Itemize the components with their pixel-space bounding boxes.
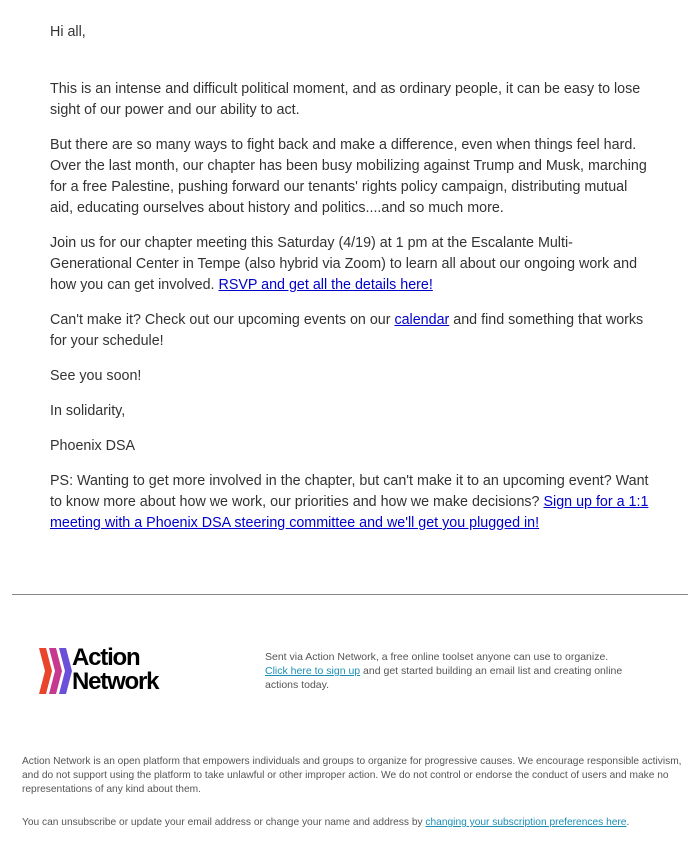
unsubscribe-notice bbox=[22, 816, 692, 830]
paragraph-meeting bbox=[50, 233, 650, 296]
paragraph-solidarity: In solidarity, bbox=[50, 403, 126, 419]
greeting: Hi all, bbox=[50, 24, 86, 40]
platform-disclaimer: Action Network is an open platform that empowers individuals and groups to organize for progressive causes. We encourage responsible activism, and do not support using the platform to take unlawful or other improper action. We do not control or endorse the conduct of users and make no representations of any kind about them. bbox=[22, 756, 682, 795]
paragraph-fight-back: But there are so many ways to fight back and make a difference, even when things feel hard. Over the last month, our chapter has been busy mobilizing against Trump and Musk, marching for a free Palestine, pushing forward our tenants' rights policy campaign, distributing mutual aid, educating ourselves about history and politics....and so much more. bbox=[50, 137, 647, 216]
rsvp-link[interactable]: RSVP and get all the details here! bbox=[218, 277, 433, 293]
sent-after-text: and get started building an email list and creating online actions today. bbox=[265, 665, 623, 691]
paragraph-calendar bbox=[50, 310, 650, 352]
calendar-text-before: Can't make it? Check out our upcoming events on our bbox=[50, 312, 395, 328]
sent-via-notice bbox=[265, 650, 635, 692]
ps-text: PS: Wanting to get more involved in the chapter, but can't make it to an upcoming event? Want to know more about how we work, our priorities and how we make decisions? bbox=[50, 473, 649, 510]
sent-text: Sent via Action Network, a free online toolset anyone can use to organize. bbox=[265, 651, 609, 663]
unsubscribe-text: You can unsubscribe or update your email address or change your name and address by bbox=[22, 817, 426, 828]
calendar-text-after: and find something that works for your schedule! bbox=[50, 312, 644, 349]
meeting-text: Join us for our chapter meeting this Saturday (4/19) at 1 pm at the Escalante Multi-Generational Center in Tempe (also hybrid via Zoom) to learn all about our ongoing work and how you can get involved. bbox=[50, 235, 638, 293]
logo-wordmark bbox=[72, 646, 158, 694]
signature: Phoenix DSA bbox=[50, 438, 136, 454]
unsubscribe-end: . bbox=[626, 817, 630, 828]
paragraph-see-you: See you soon! bbox=[50, 368, 142, 384]
footer-divider bbox=[12, 594, 688, 595]
email-body bbox=[50, 18, 650, 534]
chevron-logo-icon bbox=[38, 646, 74, 696]
signup-link[interactable]: Click here to sign up bbox=[265, 665, 361, 677]
calendar-link[interactable]: calendar bbox=[394, 312, 450, 328]
paragraph-ps bbox=[50, 471, 650, 534]
action-network-logo[interactable] bbox=[38, 646, 198, 696]
subscription-preferences-link[interactable]: changing your subscription preferences here bbox=[425, 817, 627, 828]
logo-line-2: Network bbox=[72, 668, 159, 695]
paragraph-intro: This is an intense and difficult political moment, and as ordinary people, it can be easy to lose sight of our power and our ability to act. bbox=[50, 81, 641, 118]
signup-meeting-link[interactable]: Sign up for a 1:1 meeting with a Phoenix DSA steering committee and we'll get you plugged in! bbox=[50, 494, 649, 531]
logo-line-1: Action bbox=[72, 644, 140, 671]
